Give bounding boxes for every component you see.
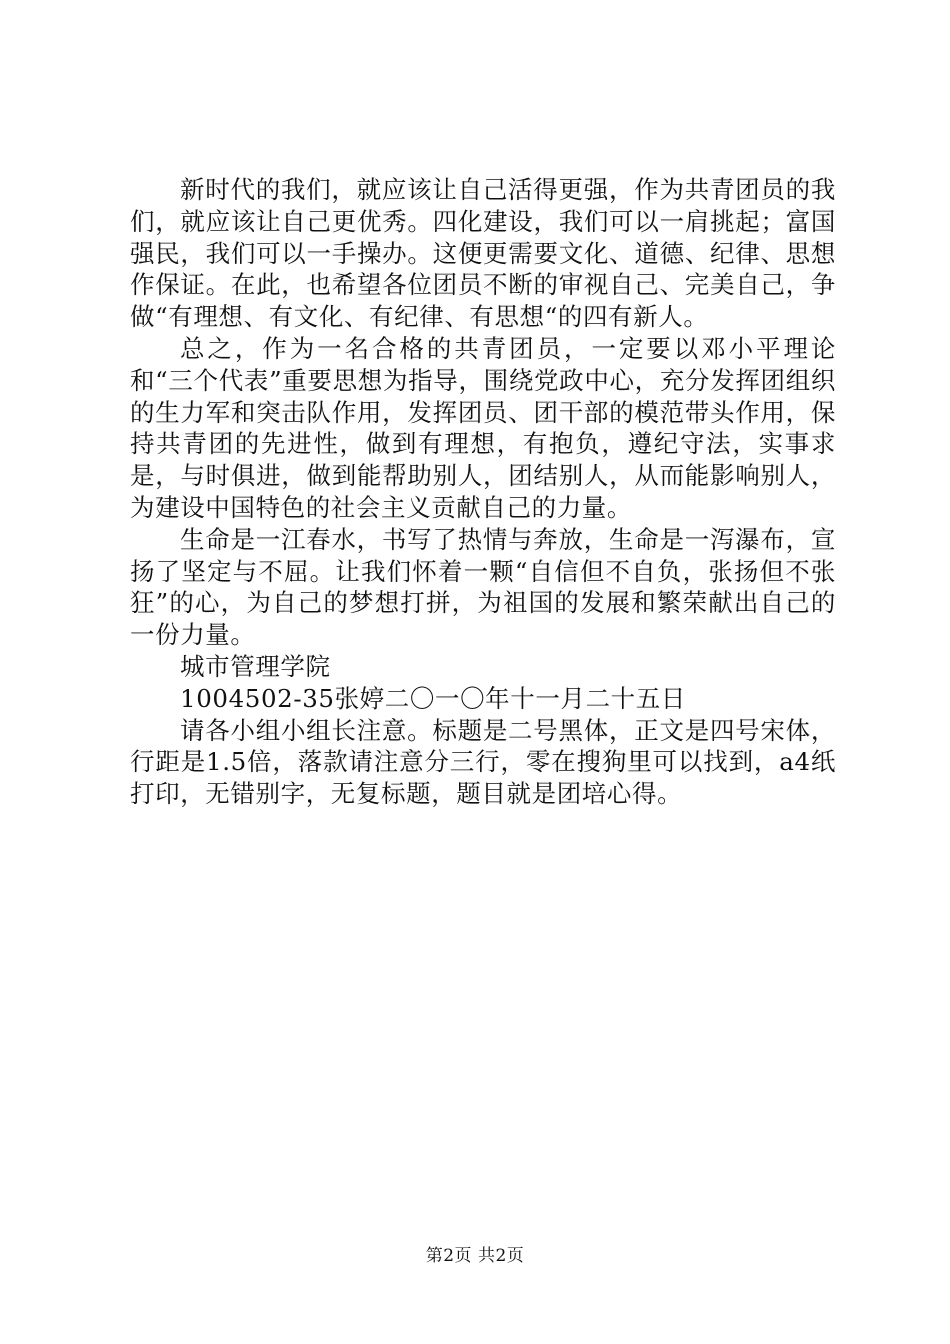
formatting-note: 请各小组小组长注意。标题是二号黑体，正文是四号宋体，行距是1.5倍，落款请注意分三行，零在搜狗里可以找到，a4纸打印，无错别字，无复标题，题目就是团培心得。 (130, 715, 836, 809)
paragraph-1: 新时代的我们，就应该让自己活得更强，作为共青团员的我们，就应该让自己更优秀。四化建设，我们可以一肩挑起；富国强民，我们可以一手操办。这便更需要文化、道德、纪律、思想作保证。在此，也希望各位团员不断的审视自己、完美自己，争做“有理想、有文化、有纪律、有思想“的四有新人。 (130, 175, 836, 332)
paragraph-2: 总之，作为一名合格的共青团员，一定要以邓小平理论和“三个代表”重要思想为指导，围绕党政中心，充分发挥团组织的生力军和突击队作用，发挥团员、团干部的模范带头作用，保持共青团的先进性，做到有理想，有抱负，遵纪守法，实事求是，与时俱进，做到能帮助别人，团结别人，从而能影响别人，为建设中国特色的社会主义贡献自己的力量。 (130, 333, 836, 522)
signature-name-date: 1004502-35张婷二〇一〇年十一月二十五日 (180, 683, 686, 713)
signature-organization: 城市管理学院 (180, 651, 331, 681)
page-number-footer: 第2页 共2页 (425, 1246, 525, 1266)
document-body (130, 174, 836, 810)
paragraph-3: 生命是一江春水，书写了热情与奔放，生命是一泻瀑布，宣扬了坚定与不屈。让我们怀着一颗“自信但不自负，张扬但不张狂”的心，为自己的梦想打拼，为祖国的发展和繁荣献出自己的一份力量。 (130, 524, 836, 650)
